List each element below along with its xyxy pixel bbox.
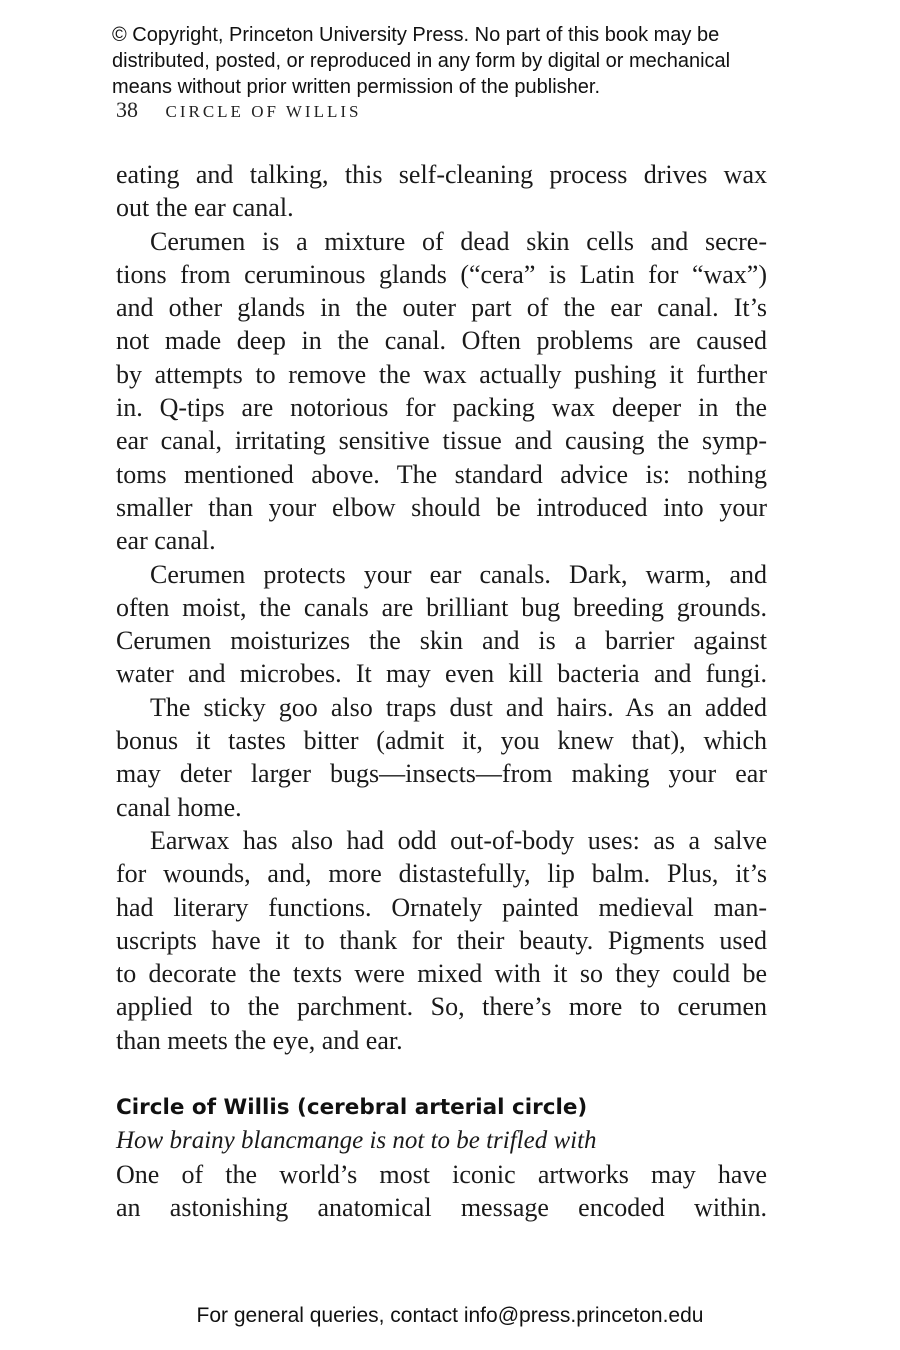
text-line: eating and talking, this self-cleaning process drives wax: [116, 160, 767, 189]
copyright-notice: [112, 22, 812, 100]
copyright-line: distributed, posted, or reproduced in any form by digital or mechanical: [112, 50, 731, 72]
text-line: to decorate the texts were mixed with it so they could be: [116, 959, 767, 989]
text-line: ear canal.: [116, 526, 216, 556]
text-line: an astonishing anatomical message encoded within.: [116, 1193, 767, 1223]
copyright-line: © Copyright, Princeton University Press. No part of this book may be: [112, 24, 720, 46]
text-line: applied to the parchment. So, there’s more to cerumen: [116, 992, 767, 1022]
chapter-title: CIRCLE OF WILLIS: [165, 102, 362, 121]
text-line: for wounds, and, more distastefully, lip balm. Plus, it’s: [116, 859, 767, 889]
section-heading: Circle of Willis (cerebral arterial circle): [116, 1095, 588, 1120]
section-subtitle: How brainy blancmange is not to be trifled with: [116, 1127, 597, 1154]
text-line: Cerumen moisturizes the skin and is a barrier against: [116, 626, 767, 656]
body-text: [116, 158, 767, 1057]
text-line: canal home.: [116, 792, 242, 822]
page-number: 38: [116, 97, 138, 122]
text-line: ear canal, irritating sensitive tissue and causing the symp-: [116, 426, 767, 456]
text-line: Cerumen protects your ear canals. Dark, warm, and: [150, 559, 767, 589]
text-line: than meets the eye, and ear.: [116, 1025, 403, 1055]
text-line: out the ear canal.: [116, 193, 294, 223]
text-line: water and microbes. It may even kill bacteria and fungi.: [116, 659, 767, 689]
text-line: may deter larger bugs—insects—from making your ear: [116, 759, 767, 789]
text-line: in. Q-tips are notorious for packing wax deeper in the: [116, 393, 767, 423]
text-line: smaller than your elbow should be introduced into your: [116, 492, 767, 522]
text-line: bonus it tastes bitter (admit it, you knew that), which: [116, 726, 767, 756]
text-line: toms mentioned above. The standard advice is: nothing: [116, 459, 767, 489]
text-line: Cerumen is a mixture of dead skin cells and secre-: [150, 226, 767, 256]
text-line: tions from ceruminous glands (“cera” is Latin for “wax”): [116, 259, 767, 289]
section-body: [116, 1158, 767, 1225]
running-head: [116, 96, 361, 126]
text-line: uscripts have it to thank for their beauty. Pigments used: [116, 925, 767, 955]
text-line: Earwax has also had odd out-of-body uses: as a salve: [150, 825, 767, 855]
text-line: One of the world’s most iconic artworks may have: [116, 1160, 767, 1189]
text-line: often moist, the canals are brilliant bug breeding grounds.: [116, 592, 767, 622]
text-line: not made deep in the canal. Often problems are caused: [116, 326, 767, 356]
text-line: had literary functions. Ornately painted medieval man-: [116, 892, 767, 922]
footer-contact: For general queries, contact info@press.princeton.edu: [196, 1304, 704, 1327]
copyright-line: means without prior written permission of the publisher.: [112, 76, 601, 98]
text-line: The sticky goo also traps dust and hairs. As an added: [150, 692, 767, 722]
text-line: by attempts to remove the wax actually pushing it further: [116, 359, 767, 389]
text-line: and other glands in the outer part of the ear canal. It’s: [116, 293, 767, 323]
